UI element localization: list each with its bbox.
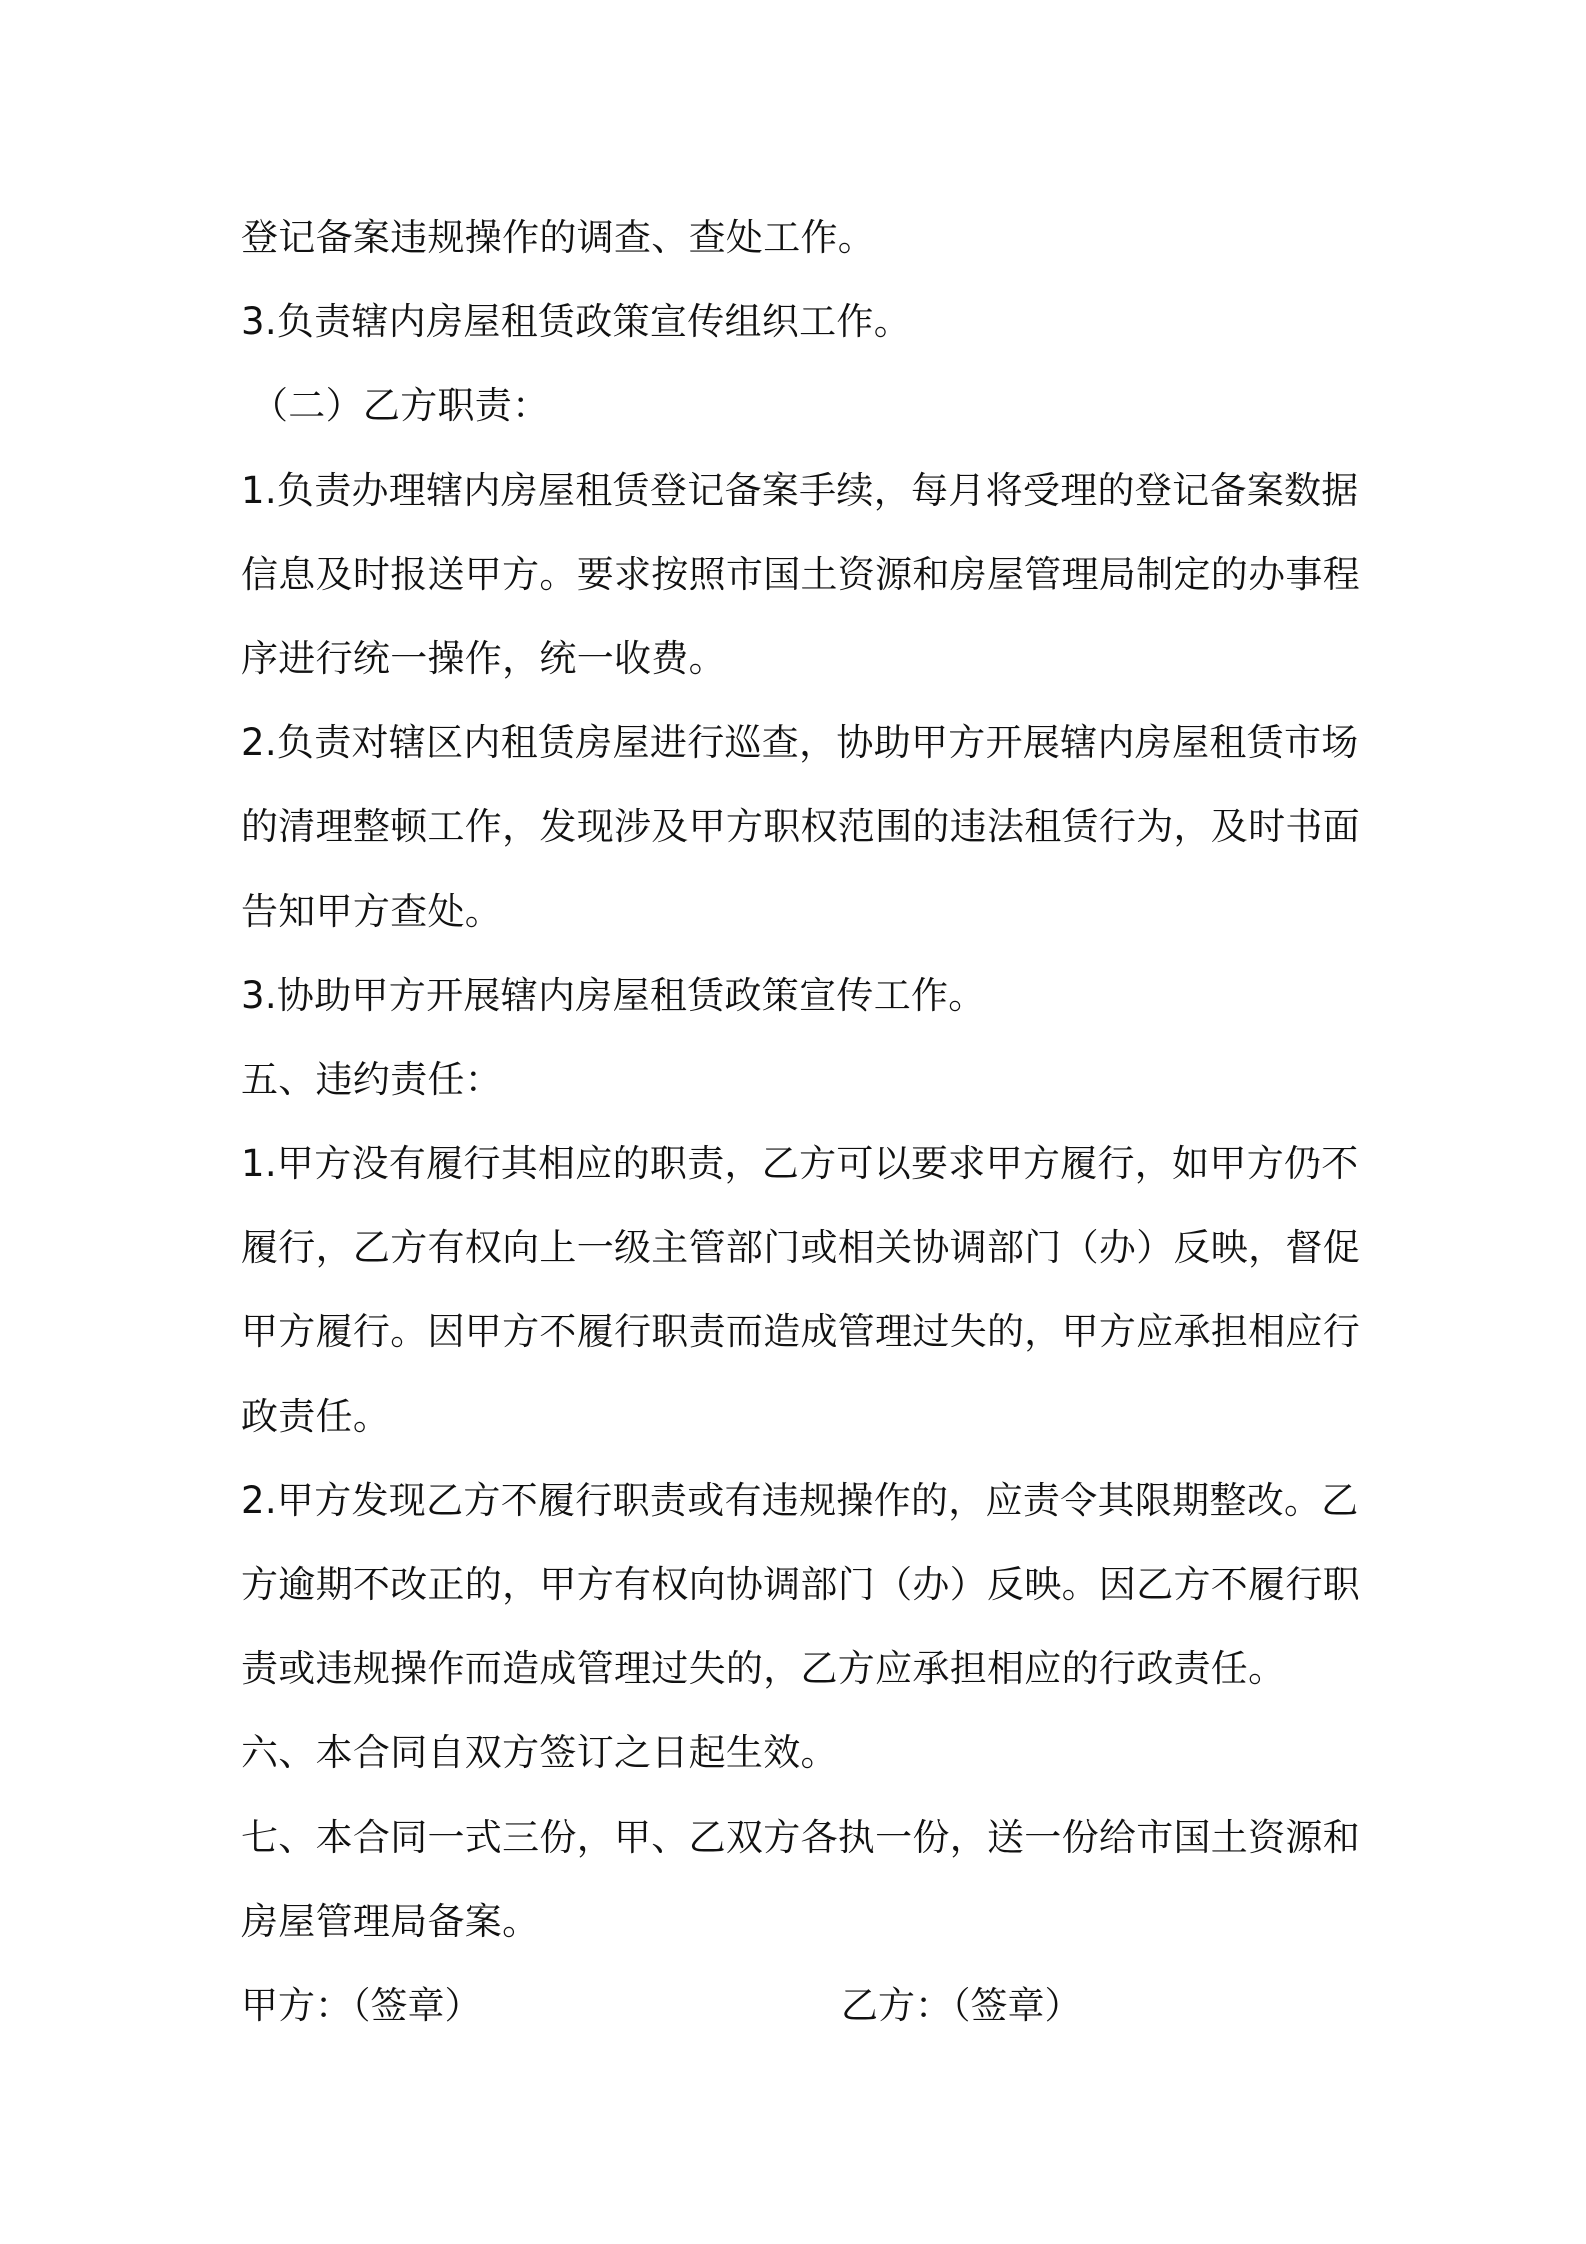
text-line: 信息及时报送甲方。要求按照市国土资源和房屋管理局制定的办事程 xyxy=(241,552,1360,596)
text-line: 的清理整顿工作，发现涉及甲方职权范围的违法租赁行为，及时书面 xyxy=(241,805,1360,849)
text-line: 甲方履行。因甲方不履行职责而造成管理过失的，甲方应承担相应行 xyxy=(241,1310,1360,1354)
text-line: 序进行统一操作，统一收费。 xyxy=(241,636,726,680)
text-line: 告知甲方查处。 xyxy=(241,889,503,933)
signature-row xyxy=(241,1964,1355,2048)
section-heading: 六、本合同自双方签订之日起生效。 xyxy=(241,1731,838,1775)
party-a-signature: 甲方：（签章） xyxy=(241,1983,482,2027)
text-line: 3.负责辖内房屋租赁政策宣传组织工作。 xyxy=(241,300,912,344)
text-line: 1.负责办理辖内房屋租赁登记备案手续，每月将受理的登记备案数据 xyxy=(241,468,1359,512)
text-line: 房屋管理局备案。 xyxy=(241,1899,540,1943)
section-heading: 五、违约责任： xyxy=(241,1057,503,1101)
text-line: 1.甲方没有履行其相应的职责，乙方可以要求甲方履行，如甲方仍不 xyxy=(241,1142,1359,1186)
text-line: 登记备案违规操作的调查、查处工作。 xyxy=(241,216,876,259)
text-line: 方逾期不改正的，甲方有权向协调部门（办）反映。因乙方不履行职 xyxy=(241,1563,1360,1606)
text-line: 政责任。 xyxy=(241,1394,391,1438)
text-line: 3.协助甲方开展辖内房屋租赁政策宣传工作。 xyxy=(241,973,986,1017)
section-heading: （二）乙方职责： xyxy=(251,384,550,428)
text-line: 责或违规操作而造成管理过失的，乙方应承担相应的行政责任。 xyxy=(241,1647,1286,1691)
document-body xyxy=(241,196,1360,2048)
text-line: 2.甲方发现乙方不履行职责或有违规操作的，应责令其限期整改。乙 xyxy=(241,1478,1359,1522)
text-line: 2.负责对辖区内租赁房屋进行巡查，协助甲方开展辖内房屋租赁市场 xyxy=(241,721,1359,765)
text-line: 履行，乙方有权向上一级主管部门或相关协调部门（办）反映，督促 xyxy=(241,1226,1360,1270)
section-heading: 七、本合同一式三份，甲、乙双方各执一份，送一份给市国土资源和 xyxy=(241,1815,1360,1859)
party-b-signature: 乙方：（签章） xyxy=(841,1983,1082,2027)
